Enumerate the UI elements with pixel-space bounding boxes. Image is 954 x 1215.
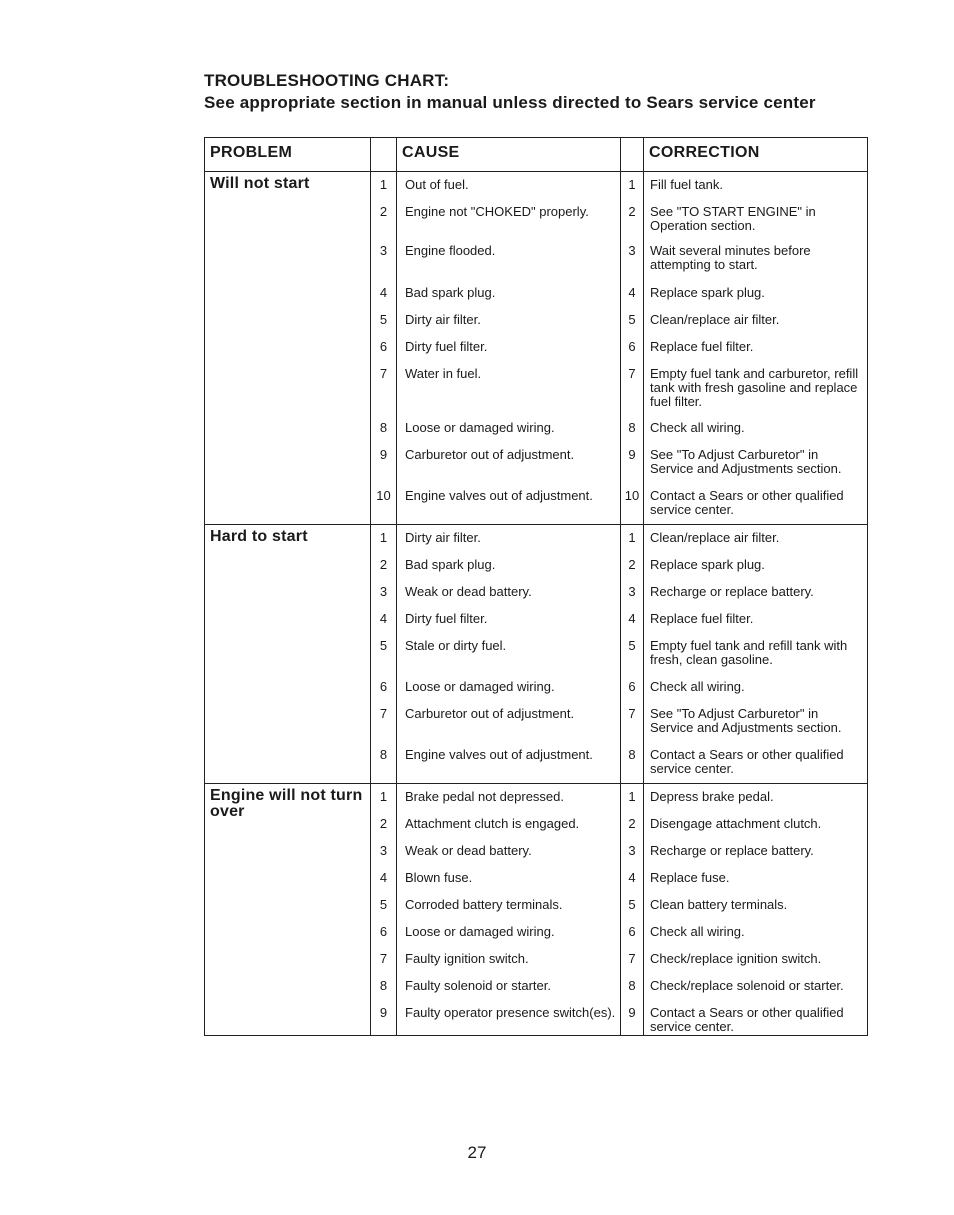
table-row — [371, 238, 867, 280]
correction-number: 4 — [621, 865, 644, 892]
table-row — [371, 742, 867, 783]
table-row — [371, 1000, 867, 1035]
chart-heading — [204, 70, 884, 114]
cause-number: 5 — [371, 307, 397, 334]
cause-text: Carburetor out of adjustment. — [397, 701, 621, 742]
correction-text: Check all wiring. — [650, 679, 745, 694]
cause-number: 5 — [371, 633, 397, 674]
cause-text: Water in fuel. — [397, 361, 621, 415]
table-row — [371, 838, 867, 865]
cause-text: Engine flooded. — [397, 238, 621, 280]
table-row — [371, 811, 867, 838]
troubleshooting-table — [204, 137, 868, 1036]
cause-text: Corroded battery terminals. — [397, 892, 621, 919]
correction-text: Clean/replace air filter. — [650, 312, 780, 327]
cause-text: Weak or dead battery. — [397, 579, 621, 606]
correction-number: 1 — [621, 784, 644, 811]
cause-number: 2 — [371, 552, 397, 579]
table-row — [371, 552, 867, 579]
correction-number: 5 — [621, 633, 644, 674]
cause-text: Bad spark plug. — [397, 280, 621, 307]
table-row — [371, 483, 867, 524]
table-row — [371, 674, 867, 701]
correction-number: 5 — [621, 892, 644, 919]
problem-label: Engine will not turn over — [205, 784, 371, 1035]
correction-number: 6 — [621, 674, 644, 701]
table-row — [371, 946, 867, 973]
table-row — [371, 442, 867, 483]
cause-number: 7 — [371, 701, 397, 742]
table-row — [371, 633, 867, 674]
correction-text: Recharge or replace battery. — [650, 584, 814, 599]
correction-text: Contact a Sears or other qualified service center. — [650, 1005, 844, 1034]
correction-text: Disengage attachment clutch. — [650, 816, 822, 831]
problem-items — [371, 784, 867, 1035]
correction-text: Replace spark plug. — [650, 285, 765, 300]
correction-text: Replace fuel filter. — [650, 611, 754, 626]
cause-number: 7 — [371, 946, 397, 973]
table-row — [371, 784, 867, 811]
correction-number: 10 — [621, 483, 644, 524]
cause-text: Loose or damaged wiring. — [397, 919, 621, 946]
cause-text: Loose or damaged wiring. — [397, 415, 621, 442]
correction-text: Contact a Sears or other qualified service center. — [650, 488, 844, 517]
correction-text: Check all wiring. — [650, 924, 745, 939]
cause-number: 3 — [371, 579, 397, 606]
cause-number: 2 — [371, 199, 397, 238]
cause-number: 4 — [371, 280, 397, 307]
cause-number: 1 — [371, 525, 397, 552]
table-row — [371, 280, 867, 307]
header-correction-number — [621, 138, 644, 171]
cause-number: 6 — [371, 919, 397, 946]
table-row — [371, 606, 867, 633]
correction-text: Fill fuel tank. — [650, 177, 723, 192]
cause-text: Stale or dirty fuel. — [397, 633, 621, 674]
correction-text: Replace fuel filter. — [650, 339, 754, 354]
table-row — [371, 307, 867, 334]
correction-text: Clean battery terminals. — [650, 897, 788, 912]
correction-text: Empty fuel tank and refill tank with fresh, clean gasoline. — [650, 638, 848, 667]
table-row — [371, 172, 867, 199]
correction-text: See "TO START ENGINE" in Operation section. — [650, 204, 816, 233]
cause-number: 8 — [371, 742, 397, 783]
cause-number: 1 — [371, 172, 397, 199]
cause-text: Engine valves out of adjustment. — [397, 742, 621, 783]
cause-text: Dirty air filter. — [397, 525, 621, 552]
correction-text: See "To Adjust Carburetor" in Service and Adjustments section. — [650, 706, 842, 735]
correction-number: 7 — [621, 946, 644, 973]
correction-number: 8 — [621, 742, 644, 783]
header-correction: CORRECTION — [649, 144, 760, 161]
correction-text: Empty fuel tank and carburetor, refill tank with fresh gasoline and replace fuel filter. — [650, 366, 859, 409]
cause-text: Brake pedal not depressed. — [397, 784, 621, 811]
cause-number: 9 — [371, 1000, 397, 1035]
problem-group-will-not-start — [205, 172, 867, 525]
chart-subtitle: See appropriate section in manual unless directed to Sears service center — [204, 93, 816, 112]
cause-text: Faulty ignition switch. — [397, 946, 621, 973]
correction-number: 8 — [621, 415, 644, 442]
correction-number: 3 — [621, 579, 644, 606]
cause-text: Faulty operator presence switch(es). — [397, 1000, 621, 1035]
cause-text: Loose or damaged wiring. — [397, 674, 621, 701]
cause-number: 4 — [371, 865, 397, 892]
correction-text: Depress brake pedal. — [650, 789, 774, 804]
cause-text: Blown fuse. — [397, 865, 621, 892]
problem-items — [371, 172, 867, 524]
table-row — [371, 199, 867, 238]
problem-label: Will not start — [205, 172, 371, 524]
cause-text: Attachment clutch is engaged. — [397, 811, 621, 838]
correction-number: 2 — [621, 199, 644, 238]
header-problem: PROBLEM — [205, 138, 371, 171]
cause-text: Engine not "CHOKED" properly. — [397, 199, 621, 238]
correction-number: 1 — [621, 172, 644, 199]
cause-text: Engine valves out of adjustment. — [397, 483, 621, 524]
cause-text: Dirty fuel filter. — [397, 334, 621, 361]
problem-group-hard-to-start — [205, 525, 867, 784]
table-row — [371, 973, 867, 1000]
correction-number: 5 — [621, 307, 644, 334]
cause-number: 3 — [371, 238, 397, 280]
table-row — [371, 415, 867, 442]
cause-number: 7 — [371, 361, 397, 415]
cause-text: Weak or dead battery. — [397, 838, 621, 865]
cause-text: Dirty fuel filter. — [397, 606, 621, 633]
cause-number: 9 — [371, 442, 397, 483]
correction-text: Check/replace ignition switch. — [650, 951, 822, 966]
correction-number: 8 — [621, 973, 644, 1000]
table-row — [371, 525, 867, 552]
correction-number: 9 — [621, 1000, 644, 1035]
correction-text: Contact a Sears or other qualified service center. — [650, 747, 844, 776]
cause-number: 10 — [371, 483, 397, 524]
cause-number: 8 — [371, 973, 397, 1000]
correction-number: 4 — [621, 606, 644, 633]
correction-text: Wait several minutes before attempting to start. — [650, 243, 811, 272]
cause-text: Faulty solenoid or starter. — [397, 973, 621, 1000]
correction-number: 7 — [621, 701, 644, 742]
header-cause: CAUSE — [397, 138, 621, 171]
problem-label: Hard to start — [205, 525, 371, 783]
problem-group-engine-will-not-turn-over — [205, 784, 867, 1035]
cause-number: 2 — [371, 811, 397, 838]
correction-text: Replace fuse. — [650, 870, 730, 885]
table-row — [371, 892, 867, 919]
table-row — [371, 919, 867, 946]
correction-number: 2 — [621, 811, 644, 838]
correction-text: Check/replace solenoid or starter. — [650, 978, 844, 993]
cause-number: 5 — [371, 892, 397, 919]
correction-text: Clean/replace air filter. — [650, 530, 780, 545]
correction-number: 3 — [621, 238, 644, 280]
correction-number: 6 — [621, 334, 644, 361]
chart-title: TROUBLESHOOTING CHART: — [204, 71, 450, 90]
cause-number: 1 — [371, 784, 397, 811]
table-row — [371, 865, 867, 892]
correction-number: 4 — [621, 280, 644, 307]
table-row — [371, 361, 867, 415]
cause-number: 4 — [371, 606, 397, 633]
cause-text: Dirty air filter. — [397, 307, 621, 334]
table-row — [371, 701, 867, 742]
cause-number: 8 — [371, 415, 397, 442]
page-number: 27 — [467, 1143, 487, 1162]
problem-items — [371, 525, 867, 783]
correction-text: See "To Adjust Carburetor" in Service and Adjustments section. — [650, 447, 842, 476]
correction-number: 3 — [621, 838, 644, 865]
table-header — [205, 138, 867, 172]
correction-number: 7 — [621, 361, 644, 415]
correction-text: Recharge or replace battery. — [650, 843, 814, 858]
cause-number: 3 — [371, 838, 397, 865]
cause-text: Out of fuel. — [397, 172, 621, 199]
table-row — [371, 334, 867, 361]
cause-text: Carburetor out of adjustment. — [397, 442, 621, 483]
table-row — [371, 579, 867, 606]
correction-number: 6 — [621, 919, 644, 946]
correction-text: Check all wiring. — [650, 420, 745, 435]
correction-text: Replace spark plug. — [650, 557, 765, 572]
header-cause-number — [371, 138, 397, 171]
correction-number: 9 — [621, 442, 644, 483]
cause-number: 6 — [371, 334, 397, 361]
correction-number: 2 — [621, 552, 644, 579]
cause-text: Bad spark plug. — [397, 552, 621, 579]
cause-number: 6 — [371, 674, 397, 701]
correction-number: 1 — [621, 525, 644, 552]
